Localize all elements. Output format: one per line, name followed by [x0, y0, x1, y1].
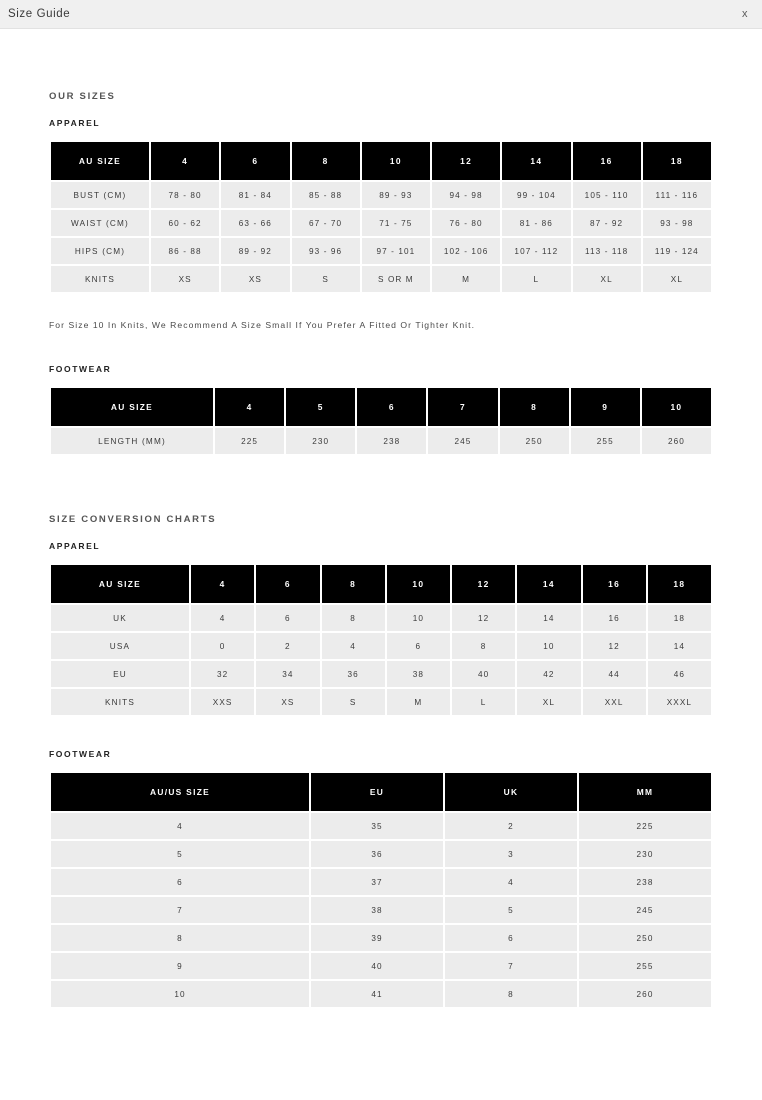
our-footwear-col-header: 4: [215, 388, 284, 426]
conv-footwear-cell: 3: [445, 841, 577, 867]
our-footwear-cell: 250: [500, 428, 569, 454]
table-row: [51, 689, 711, 715]
our-apparel-col-header: 18: [643, 142, 711, 180]
table-header-row: [51, 388, 711, 426]
conv-apparel-col-header: 10: [387, 565, 450, 603]
conv-apparel-col-header: 16: [583, 565, 646, 603]
conv-apparel-cell: 32: [191, 661, 254, 687]
conv-apparel-cell: 42: [517, 661, 580, 687]
our-apparel-cell: 89 - 93: [362, 182, 430, 208]
conversion-apparel-table: [49, 563, 713, 717]
conv-apparel-row-label: KNITS: [51, 689, 189, 715]
conv-apparel-cell: 14: [648, 633, 711, 659]
our-footwear-col-header: 10: [642, 388, 711, 426]
our-apparel-col-header: 10: [362, 142, 430, 180]
our-apparel-cell: 113 - 118: [573, 238, 641, 264]
our-apparel-row-label: HIPS (CM): [51, 238, 149, 264]
conv-apparel-col-header: 14: [517, 565, 580, 603]
table-header-row: [51, 773, 711, 811]
our-apparel-cell: 94 - 98: [432, 182, 500, 208]
our-apparel-col-header: 16: [573, 142, 641, 180]
conv-apparel-cell: 0: [191, 633, 254, 659]
table-header-row: [51, 565, 711, 603]
conv-footwear-cell: 6: [445, 925, 577, 951]
our-apparel-cell: 60 - 62: [151, 210, 219, 236]
conv-apparel-cell: 10: [517, 633, 580, 659]
table-row: [51, 266, 711, 292]
table-row: [51, 661, 711, 687]
our-apparel-cell: 78 - 80: [151, 182, 219, 208]
conv-footwear-cell: 37: [311, 869, 443, 895]
our-footwear-row-label: LENGTH (MM): [51, 428, 213, 454]
page-title: Size Guide: [8, 8, 71, 20]
our-apparel-col-header: 12: [432, 142, 500, 180]
table-row: [51, 605, 711, 631]
conv-apparel-cell: 6: [387, 633, 450, 659]
conversion-footwear-subheading: FOOTWEAR: [49, 749, 112, 759]
conv-apparel-col-header: 18: [648, 565, 711, 603]
our-footwear-cell: 255: [571, 428, 640, 454]
conv-apparel-cell: 4: [322, 633, 385, 659]
our-apparel-cell: 81 - 86: [502, 210, 570, 236]
conv-apparel-cell: L: [452, 689, 515, 715]
our-apparel-cell: 81 - 84: [221, 182, 289, 208]
conv-apparel-cell: XXL: [583, 689, 646, 715]
our-apparel-cell: 85 - 88: [292, 182, 360, 208]
our-apparel-cell: XL: [573, 266, 641, 292]
conv-apparel-col-header: AU SIZE: [51, 565, 189, 603]
our-apparel-cell: 111 - 116: [643, 182, 711, 208]
conv-apparel-cell: 34: [256, 661, 319, 687]
our-apparel-cell: XL: [643, 266, 711, 292]
conv-footwear-col-header: AU/US SIZE: [51, 773, 309, 811]
conv-apparel-cell: 38: [387, 661, 450, 687]
our-sizes-apparel-subheading: APPAREL: [49, 118, 101, 128]
conv-apparel-cell: 10: [387, 605, 450, 631]
our-sizes-apparel-table: [49, 140, 713, 294]
our-apparel-cell: S: [292, 266, 360, 292]
conv-footwear-cell: 9: [51, 953, 309, 979]
table-row: [51, 238, 711, 264]
conv-footwear-cell: 255: [579, 953, 711, 979]
our-apparel-cell: 86 - 88: [151, 238, 219, 264]
conv-apparel-col-header: 12: [452, 565, 515, 603]
our-apparel-cell: 105 - 110: [573, 182, 641, 208]
our-apparel-cell: 119 - 124: [643, 238, 711, 264]
conv-footwear-cell: 225: [579, 813, 711, 839]
conv-apparel-cell: 46: [648, 661, 711, 687]
our-sizes-heading: OUR SIZES: [49, 91, 116, 102]
conv-apparel-cell: 8: [452, 633, 515, 659]
table-row: [51, 841, 711, 867]
conv-apparel-col-header: 4: [191, 565, 254, 603]
conv-footwear-cell: 10: [51, 981, 309, 1007]
table-row: [51, 953, 711, 979]
table-row: [51, 897, 711, 923]
conversion-footwear-table: [49, 771, 713, 1009]
our-apparel-col-header: 4: [151, 142, 219, 180]
conversion-apparel-subheading: APPAREL: [49, 541, 101, 551]
our-apparel-row-label: KNITS: [51, 266, 149, 292]
our-footwear-col-header: 7: [428, 388, 497, 426]
conversion-charts-heading: SIZE CONVERSION CHARTS: [49, 514, 217, 525]
conv-apparel-cell: M: [387, 689, 450, 715]
conv-apparel-cell: XXS: [191, 689, 254, 715]
conv-footwear-cell: 41: [311, 981, 443, 1007]
our-footwear-cell: 260: [642, 428, 711, 454]
our-apparel-cell: 99 - 104: [502, 182, 570, 208]
our-apparel-cell: 87 - 92: [573, 210, 641, 236]
conv-footwear-cell: 35: [311, 813, 443, 839]
our-footwear-cell: 238: [357, 428, 426, 454]
our-apparel-cell: XS: [221, 266, 289, 292]
conv-footwear-cell: 4: [51, 813, 309, 839]
conv-footwear-cell: 36: [311, 841, 443, 867]
conv-apparel-col-header: 6: [256, 565, 319, 603]
conv-apparel-cell: 40: [452, 661, 515, 687]
conv-footwear-cell: 8: [51, 925, 309, 951]
conv-apparel-cell: 4: [191, 605, 254, 631]
our-apparel-cell: 97 - 101: [362, 238, 430, 264]
table-row: [51, 210, 711, 236]
our-apparel-col-header: 14: [502, 142, 570, 180]
our-sizes-footwear-table: [49, 386, 713, 456]
conv-apparel-cell: 36: [322, 661, 385, 687]
our-apparel-cell: 107 - 112: [502, 238, 570, 264]
conv-apparel-cell: 12: [452, 605, 515, 631]
our-apparel-cell: 93 - 98: [643, 210, 711, 236]
our-apparel-cell: M: [432, 266, 500, 292]
our-apparel-col-header: AU SIZE: [51, 142, 149, 180]
table-row: [51, 633, 711, 659]
our-apparel-cell: 76 - 80: [432, 210, 500, 236]
close-icon[interactable]: x: [742, 7, 748, 20]
our-footwear-col-header: 5: [286, 388, 355, 426]
conv-footwear-cell: 6: [51, 869, 309, 895]
table-row: [51, 869, 711, 895]
conv-footwear-cell: 230: [579, 841, 711, 867]
our-footwear-col-header: AU SIZE: [51, 388, 213, 426]
conv-apparel-cell: 18: [648, 605, 711, 631]
conv-apparel-cell: XS: [256, 689, 319, 715]
conv-footwear-cell: 7: [445, 953, 577, 979]
our-footwear-col-header: 6: [357, 388, 426, 426]
knits-note: For Size 10 In Knits, We Recommend A Size Small If You Prefer A Fitted Or Tighter Knit.: [49, 320, 476, 330]
our-sizes-footwear-subheading: FOOTWEAR: [49, 364, 112, 374]
conv-footwear-cell: 8: [445, 981, 577, 1007]
our-footwear-cell: 230: [286, 428, 355, 454]
conv-footwear-cell: 5: [445, 897, 577, 923]
table-row: [51, 428, 711, 454]
our-apparel-col-header: 6: [221, 142, 289, 180]
our-apparel-cell: 71 - 75: [362, 210, 430, 236]
table-row: [51, 981, 711, 1007]
our-apparel-cell: XS: [151, 266, 219, 292]
conv-footwear-cell: 38: [311, 897, 443, 923]
conv-apparel-cell: XXXL: [648, 689, 711, 715]
size-guide-modal-header: [0, 0, 762, 29]
our-apparel-cell: 63 - 66: [221, 210, 289, 236]
our-apparel-row-label: BUST (CM): [51, 182, 149, 208]
our-apparel-cell: 93 - 96: [292, 238, 360, 264]
conv-apparel-row-label: USA: [51, 633, 189, 659]
conv-apparel-cell: 16: [583, 605, 646, 631]
our-apparel-col-header: 8: [292, 142, 360, 180]
conv-apparel-cell: 6: [256, 605, 319, 631]
conv-footwear-cell: 250: [579, 925, 711, 951]
conv-apparel-cell: 14: [517, 605, 580, 631]
table-row: [51, 182, 711, 208]
conv-footwear-cell: 4: [445, 869, 577, 895]
conv-footwear-cell: 39: [311, 925, 443, 951]
conv-apparel-cell: 44: [583, 661, 646, 687]
our-apparel-cell: S OR M: [362, 266, 430, 292]
our-footwear-col-header: 9: [571, 388, 640, 426]
conv-apparel-cell: 8: [322, 605, 385, 631]
size-guide-content: [0, 29, 762, 1094]
our-footwear-col-header: 8: [500, 388, 569, 426]
conv-footwear-cell: 7: [51, 897, 309, 923]
our-apparel-cell: 89 - 92: [221, 238, 289, 264]
conv-apparel-col-header: 8: [322, 565, 385, 603]
conv-apparel-row-label: UK: [51, 605, 189, 631]
conv-footwear-col-header: MM: [579, 773, 711, 811]
our-footwear-cell: 225: [215, 428, 284, 454]
table-row: [51, 925, 711, 951]
our-apparel-cell: 67 - 70: [292, 210, 360, 236]
conv-apparel-cell: 12: [583, 633, 646, 659]
conv-footwear-cell: 260: [579, 981, 711, 1007]
our-apparel-cell: L: [502, 266, 570, 292]
our-apparel-row-label: WAIST (CM): [51, 210, 149, 236]
conv-footwear-cell: 238: [579, 869, 711, 895]
our-apparel-cell: 102 - 106: [432, 238, 500, 264]
conv-apparel-cell: 2: [256, 633, 319, 659]
conv-apparel-cell: S: [322, 689, 385, 715]
conv-apparel-cell: XL: [517, 689, 580, 715]
conv-footwear-cell: 2: [445, 813, 577, 839]
table-row: [51, 813, 711, 839]
our-footwear-cell: 245: [428, 428, 497, 454]
conv-apparel-row-label: EU: [51, 661, 189, 687]
conv-footwear-cell: 40: [311, 953, 443, 979]
table-header-row: [51, 142, 711, 180]
conv-footwear-col-header: EU: [311, 773, 443, 811]
conv-footwear-cell: 245: [579, 897, 711, 923]
conv-footwear-cell: 5: [51, 841, 309, 867]
conv-footwear-col-header: UK: [445, 773, 577, 811]
